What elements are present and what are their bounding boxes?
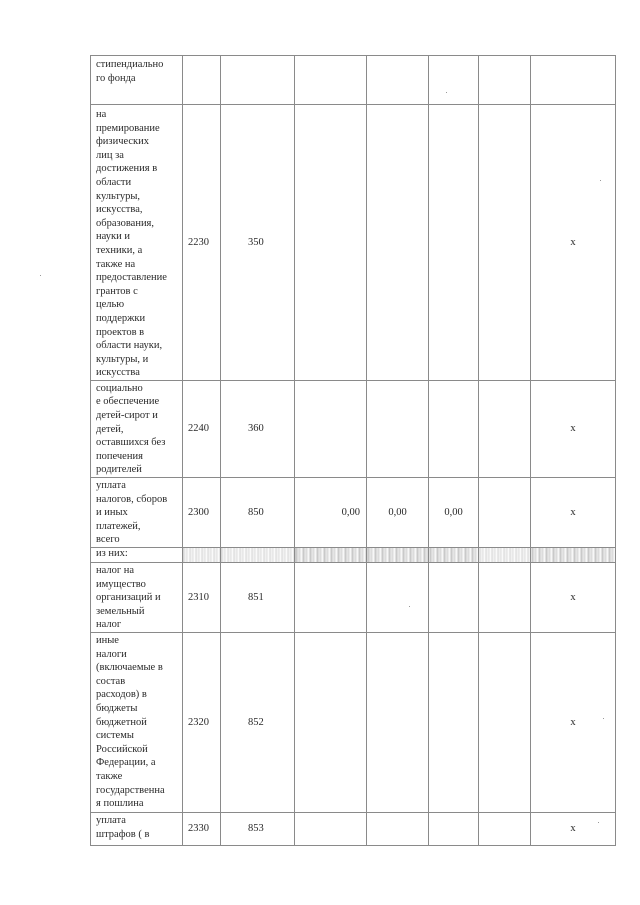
scan-speck [409,606,410,607]
row-value-4 [479,105,531,381]
row-name: налог на имущество организаций и земельный налог [91,563,183,633]
row-value-2 [367,632,429,812]
table-row [91,478,616,548]
row-kosgu: 850 [221,478,295,548]
row-kosgu: 853 [221,812,295,845]
row-kosgu: 350 [221,105,295,381]
row-value-1 [295,632,367,812]
row-value-4 [479,380,531,477]
table-row [91,380,616,477]
row-kosgu: 360 [221,380,295,477]
row-name: уплата штрафов ( в [91,812,183,845]
row-value-1 [295,548,367,563]
table-row [91,548,616,563]
row-note: x [531,812,616,845]
row-note: x [531,632,616,812]
row-kosgu [221,56,295,105]
row-name: социально е обеспечение детей-сирот и детей, оставшихся без попечения родителей [91,380,183,477]
row-value-2 [367,563,429,633]
row-value-1 [295,563,367,633]
table-row [91,56,616,105]
row-name: уплата налогов, сборов и иных платежей, всего [91,478,183,548]
row-kosgu: 852 [221,632,295,812]
row-value-3 [429,56,479,105]
row-value-1 [295,105,367,381]
row-value-4 [479,812,531,845]
expense-table [90,55,616,846]
row-code: 2300 [183,478,221,548]
row-value-2 [367,548,429,563]
scan-speck [603,718,604,719]
row-value-1: 0,00 [295,478,367,548]
row-kosgu: 851 [221,563,295,633]
scan-speck [600,180,601,181]
row-code: 2240 [183,380,221,477]
table-row [91,563,616,633]
row-value-1 [295,380,367,477]
table-row [91,632,616,812]
row-value-3 [429,380,479,477]
row-value-2 [367,56,429,105]
row-code: 2230 [183,105,221,381]
row-note: x [531,478,616,548]
table-row [91,105,616,381]
row-name: из них: [91,548,183,563]
row-value-4 [479,563,531,633]
row-value-4 [479,478,531,548]
row-note: x [531,563,616,633]
row-name: стипендиально го фонда [91,56,183,105]
table-row [91,812,616,845]
row-value-2 [367,812,429,845]
row-code: 2310 [183,563,221,633]
row-code [183,548,221,563]
row-note [531,56,616,105]
row-value-2 [367,380,429,477]
row-value-1 [295,812,367,845]
scan-speck [598,822,599,823]
row-value-2: 0,00 [367,478,429,548]
row-kosgu [221,548,295,563]
row-note [531,548,616,563]
row-code: 2320 [183,632,221,812]
row-value-3 [429,812,479,845]
row-value-3 [429,105,479,381]
row-value-2 [367,105,429,381]
row-code: 2330 [183,812,221,845]
row-name: иные налоги (включаемые в состав расходов) в бюджеты бюджетной системы Российской Федерации, а также государственна я пошлина [91,632,183,812]
row-value-4 [479,56,531,105]
row-value-3 [429,563,479,633]
row-value-1 [295,56,367,105]
row-note: x [531,380,616,477]
scan-speck [40,275,41,276]
row-value-4 [479,632,531,812]
row-value-3: 0,00 [429,478,479,548]
row-name: на премирование физических лиц за достижения в области культуры, искусства, образования, науки и техники, а также на предоставление грантов с целью поддержки проектов в области науки, культуры, и искусства [91,105,183,381]
row-value-4 [479,548,531,563]
scan-speck [446,92,447,93]
row-code [183,56,221,105]
row-value-3 [429,632,479,812]
row-value-3 [429,548,479,563]
row-note: x [531,105,616,381]
